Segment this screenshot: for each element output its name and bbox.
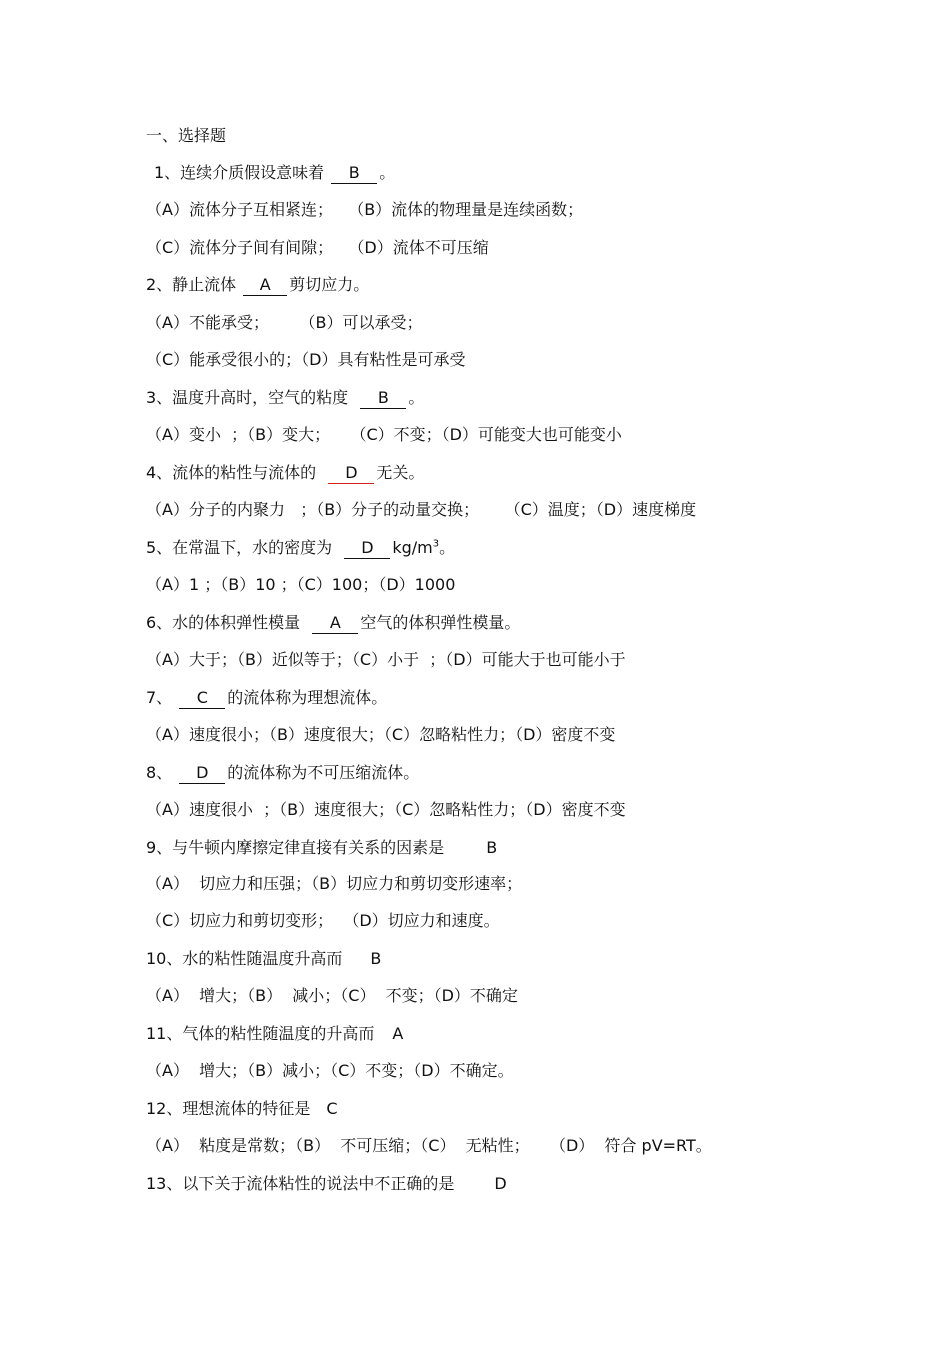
- question-text-suffix: 剪切应力。: [289, 275, 370, 294]
- question-12-options: （A） 粘度是常数；（B） 不可压缩；（C） 无粘性； （D） 符合 pV=RT。: [146, 1136, 712, 1155]
- question-8-options: （A）速度很小 ；（B）速度很大；（C）忽略粘性力；（D）密度不变: [146, 800, 626, 819]
- question-6-options: （A）大于；（B）近似等于；（C）小于 ；（D）可能大于也可能小于: [146, 650, 626, 669]
- question-text: 4、流体的粘性与流体的: [146, 463, 327, 482]
- answer-text: D: [494, 1174, 507, 1193]
- question-text: 3、温度升高时，空气的粘度: [146, 388, 359, 407]
- question-7-options: （A）速度很小；（B）速度很大；（C）忽略粘性力；（D）密度不变: [146, 725, 616, 744]
- answer-text: C: [326, 1099, 338, 1118]
- question-4: [146, 460, 424, 486]
- question-text: 7、: [146, 688, 178, 707]
- question-6: [146, 610, 520, 636]
- question-text: 1、连续介质假设意味着: [154, 163, 330, 182]
- answer-blank: A: [243, 275, 287, 296]
- question-9-options-c-d: （C）切应力和剪切变形； （D）切应力和速度。: [146, 911, 500, 930]
- question-text-suffix: 。: [408, 388, 425, 407]
- answer-blank: D: [328, 463, 374, 484]
- question-text-suffix: 空气的体积弹性模量。: [360, 613, 521, 632]
- question-12: [146, 1096, 338, 1122]
- question-text: 9、与牛顿内摩擦定律直接有关系的因素是: [146, 838, 445, 857]
- question-text: 6、水的体积弹性模量: [146, 613, 311, 632]
- question-1-options-a-b: （A）流体分子互相紧连； （B）流体的物理量是连续函数；: [146, 200, 584, 219]
- question-5: [146, 535, 455, 561]
- question-3-options: （A）变小 ；（B）变大； （C）不变；（D）可能变大也可能变小: [146, 425, 622, 444]
- question-11: [146, 1021, 403, 1047]
- question-text: 10、水的粘性随温度升高而: [146, 949, 343, 968]
- question-10-options: （A） 增大；（B） 减小；（C） 不变；（D）不确定: [146, 986, 518, 1005]
- question-text-suffix: 。: [379, 163, 396, 182]
- question-4-options: （A）分子的内聚力 ；（B）分子的动量交换； （C）温度；（D）速度梯度: [146, 500, 697, 519]
- question-2-options-a-b: （A）不能承受； （B）可以承受；: [146, 313, 423, 332]
- question-text: 5、在常温下，水的密度为: [146, 538, 343, 557]
- answer-text: A: [392, 1024, 404, 1043]
- question-8: [146, 760, 419, 786]
- question-1-options-c-d: （C）流体分子间有间隙； （D）流体不可压缩: [146, 238, 489, 257]
- answer-blank: B: [331, 163, 377, 184]
- question-7: [146, 685, 387, 711]
- question-3: [146, 385, 424, 411]
- answer-blank: A: [312, 613, 358, 634]
- question-text: 11、气体的粘性随温度的升高而: [146, 1024, 375, 1043]
- question-text: 2、静止流体: [146, 275, 242, 294]
- unit-exponent: 3: [432, 538, 440, 550]
- question-text: 12、理想流体的特征是: [146, 1099, 311, 1118]
- question-text-suffix: 的流体称为不可压缩流体。: [227, 763, 420, 782]
- question-text: 13、以下关于流体粘性的说法中不正确的是: [146, 1174, 455, 1193]
- answer-blank: D: [179, 763, 225, 784]
- question-9-options-a-b: （A） 切应力和压强；（B）切应力和剪切变形速率；: [146, 874, 523, 893]
- answer-text: B: [486, 838, 498, 857]
- question-text-suffix: 的流体称为理想流体。: [227, 688, 388, 707]
- question-text: 8、: [146, 763, 178, 782]
- question-text-suffix: 。: [439, 538, 456, 557]
- answer-blank: C: [179, 688, 225, 709]
- answer-text: B: [370, 949, 382, 968]
- unit-text: kg/m: [392, 538, 433, 557]
- question-11-options: （A） 增大；（B）减小；（C）不变；（D）不确定。: [146, 1061, 514, 1080]
- section-title: 一、选择题: [146, 126, 227, 145]
- answer-blank: B: [360, 388, 406, 409]
- question-2: [146, 272, 369, 298]
- question-10: [146, 946, 381, 972]
- question-9: [146, 835, 497, 861]
- question-1: [154, 160, 395, 186]
- question-text-suffix: 无关。: [376, 463, 425, 482]
- question-5-options: （A）1 ；（B）10 ；（C）100；（D）1000: [146, 575, 456, 594]
- answer-blank: D: [344, 538, 390, 559]
- question-13: [146, 1171, 507, 1197]
- question-2-options-c-d: （C）能承受很小的；（D）具有粘性是可承受: [146, 350, 466, 369]
